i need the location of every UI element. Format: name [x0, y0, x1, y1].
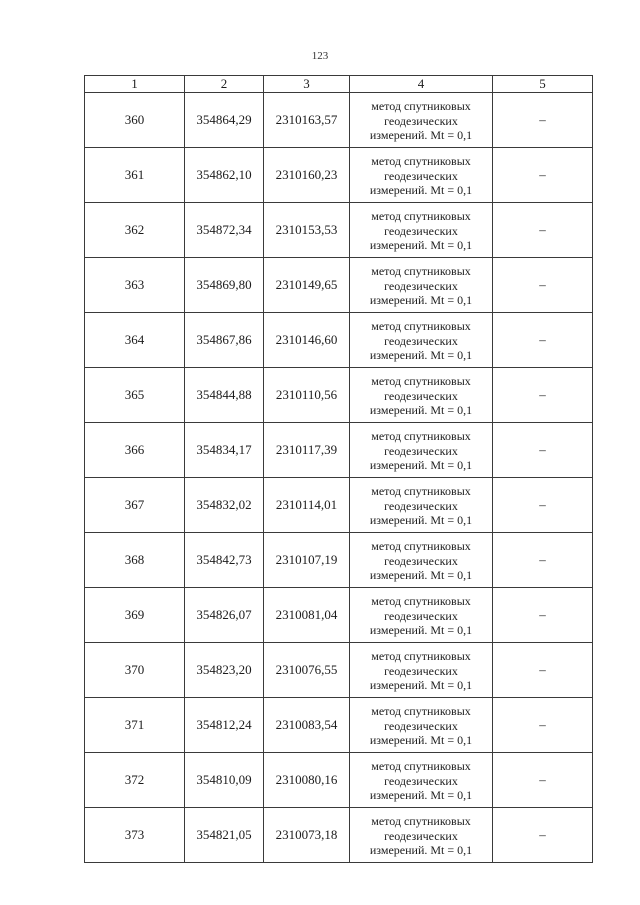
column-5-value: – — [493, 93, 593, 148]
method-line-3: измерений. Mt = 0,1 — [369, 678, 473, 693]
method-line-3: измерений. Mt = 0,1 — [369, 403, 473, 418]
coordinate-y: 2310107,19 — [264, 533, 350, 588]
method-line-1: метод спутниковых — [371, 594, 471, 609]
method-cell — [350, 148, 493, 203]
method-line-1: метод спутниковых — [371, 649, 471, 664]
method-line-2: геодезических — [384, 498, 458, 513]
header-col-3: 3 — [264, 76, 350, 93]
point-number: 372 — [85, 753, 185, 808]
method-line-3: измерений. Mt = 0,1 — [369, 293, 473, 308]
page-number: 123 — [311, 50, 329, 62]
method-line-2: геодезических — [384, 168, 458, 183]
coordinate-y: 2310160,23 — [264, 148, 350, 203]
method-line-2: геодезических — [384, 113, 458, 128]
coordinate-x: 354826,07 — [185, 588, 264, 643]
point-number: 361 — [85, 148, 185, 203]
table-row — [85, 753, 593, 808]
table-row — [85, 423, 593, 478]
method-cell — [350, 313, 493, 368]
coordinate-y: 2310110,56 — [264, 368, 350, 423]
table-row — [85, 698, 593, 753]
method-line-1: метод спутниковых — [371, 209, 471, 224]
table-row — [85, 643, 593, 698]
method-line-1: метод спутниковых — [371, 759, 471, 774]
method-cell — [350, 423, 493, 478]
header-row — [85, 76, 593, 93]
method-line-1: метод спутниковых — [371, 484, 471, 499]
method-line-3: измерений. Mt = 0,1 — [369, 348, 473, 363]
method-line-1: метод спутниковых — [371, 99, 471, 114]
table-row — [85, 808, 593, 863]
coordinate-y: 2310114,01 — [264, 478, 350, 533]
coordinate-x: 354842,73 — [185, 533, 264, 588]
coordinate-x: 354869,80 — [185, 258, 264, 313]
point-number: 367 — [85, 478, 185, 533]
column-5-value: – — [493, 643, 593, 698]
method-line-2: геодезических — [384, 718, 458, 733]
method-line-3: измерений. Mt = 0,1 — [369, 733, 473, 748]
table-row — [85, 478, 593, 533]
coordinate-x: 354812,24 — [185, 698, 264, 753]
table-row — [85, 533, 593, 588]
coordinate-x: 354823,20 — [185, 643, 264, 698]
coordinate-y: 2310076,55 — [264, 643, 350, 698]
method-line-2: геодезических — [384, 663, 458, 678]
coordinate-y: 2310163,57 — [264, 93, 350, 148]
header-col-4: 4 — [350, 76, 493, 93]
table-row — [85, 368, 593, 423]
method-cell — [350, 258, 493, 313]
coordinate-x: 354867,86 — [185, 313, 264, 368]
point-number: 365 — [85, 368, 185, 423]
table-header — [85, 76, 593, 93]
coordinate-y: 2310146,60 — [264, 313, 350, 368]
method-line-3: измерений. Mt = 0,1 — [369, 183, 473, 198]
method-line-2: геодезических — [384, 608, 458, 623]
table-row — [85, 93, 593, 148]
column-5-value: – — [493, 533, 593, 588]
point-number: 366 — [85, 423, 185, 478]
coordinate-x: 354872,34 — [185, 203, 264, 258]
table-body — [85, 93, 593, 863]
point-number: 362 — [85, 203, 185, 258]
method-line-1: метод спутниковых — [371, 154, 471, 169]
column-5-value: – — [493, 588, 593, 643]
point-number: 369 — [85, 588, 185, 643]
coordinate-y: 2310149,65 — [264, 258, 350, 313]
point-number: 368 — [85, 533, 185, 588]
coordinate-x: 354821,05 — [185, 808, 264, 863]
column-5-value: – — [493, 258, 593, 313]
method-cell — [350, 368, 493, 423]
column-5-value: – — [493, 203, 593, 258]
table-row — [85, 588, 593, 643]
method-line-3: измерений. Mt = 0,1 — [369, 568, 473, 583]
method-cell — [350, 588, 493, 643]
method-cell — [350, 808, 493, 863]
coordinate-x: 354864,29 — [185, 93, 264, 148]
coordinate-y: 2310117,39 — [264, 423, 350, 478]
method-line-1: метод спутниковых — [371, 814, 471, 829]
header-col-5: 5 — [493, 76, 593, 93]
method-line-3: измерений. Mt = 0,1 — [369, 788, 473, 803]
table-row — [85, 258, 593, 313]
point-number: 373 — [85, 808, 185, 863]
coordinates-table — [84, 75, 593, 863]
point-number: 363 — [85, 258, 185, 313]
method-line-1: метод спутниковых — [371, 704, 471, 719]
table-row — [85, 148, 593, 203]
point-number: 371 — [85, 698, 185, 753]
header-col-1: 1 — [85, 76, 185, 93]
method-cell — [350, 533, 493, 588]
point-number: 364 — [85, 313, 185, 368]
method-line-2: геодезических — [384, 773, 458, 788]
method-line-1: метод спутниковых — [371, 319, 471, 334]
coordinate-x: 354844,88 — [185, 368, 264, 423]
method-line-2: геодезических — [384, 443, 458, 458]
coordinate-y: 2310153,53 — [264, 203, 350, 258]
column-5-value: – — [493, 148, 593, 203]
method-cell — [350, 203, 493, 258]
column-5-value: – — [493, 368, 593, 423]
point-number: 370 — [85, 643, 185, 698]
method-cell — [350, 478, 493, 533]
coordinate-y: 2310080,16 — [264, 753, 350, 808]
method-cell — [350, 643, 493, 698]
method-line-3: измерений. Mt = 0,1 — [369, 238, 473, 253]
method-line-1: метод спутниковых — [371, 539, 471, 554]
method-line-1: метод спутниковых — [371, 374, 471, 389]
method-line-1: метод спутниковых — [371, 429, 471, 444]
method-line-2: геодезических — [384, 278, 458, 293]
coordinate-x: 354832,02 — [185, 478, 264, 533]
column-5-value: – — [493, 423, 593, 478]
method-line-2: геодезических — [384, 553, 458, 568]
table-row — [85, 313, 593, 368]
coordinate-x: 354810,09 — [185, 753, 264, 808]
method-cell — [350, 753, 493, 808]
method-cell — [350, 698, 493, 753]
column-5-value: – — [493, 313, 593, 368]
table-row — [85, 203, 593, 258]
method-line-2: геодезических — [384, 223, 458, 238]
coordinate-y: 2310081,04 — [264, 588, 350, 643]
column-5-value: – — [493, 753, 593, 808]
coordinate-y: 2310083,54 — [264, 698, 350, 753]
column-5-value: – — [493, 808, 593, 863]
method-line-3: измерений. Mt = 0,1 — [369, 623, 473, 638]
method-line-2: геодезических — [384, 388, 458, 403]
method-line-3: измерений. Mt = 0,1 — [369, 458, 473, 473]
method-line-3: измерений. Mt = 0,1 — [369, 128, 473, 143]
point-number: 360 — [85, 93, 185, 148]
header-col-2: 2 — [185, 76, 264, 93]
method-line-3: измерений. Mt = 0,1 — [369, 513, 473, 528]
column-5-value: – — [493, 698, 593, 753]
method-line-3: измерений. Mt = 0,1 — [369, 843, 473, 858]
coordinate-x: 354834,17 — [185, 423, 264, 478]
coordinate-x: 354862,10 — [185, 148, 264, 203]
method-line-2: геодезических — [384, 828, 458, 843]
method-line-1: метод спутниковых — [371, 264, 471, 279]
method-line-2: геодезических — [384, 333, 458, 348]
column-5-value: – — [493, 478, 593, 533]
coordinate-y: 2310073,18 — [264, 808, 350, 863]
method-cell — [350, 93, 493, 148]
